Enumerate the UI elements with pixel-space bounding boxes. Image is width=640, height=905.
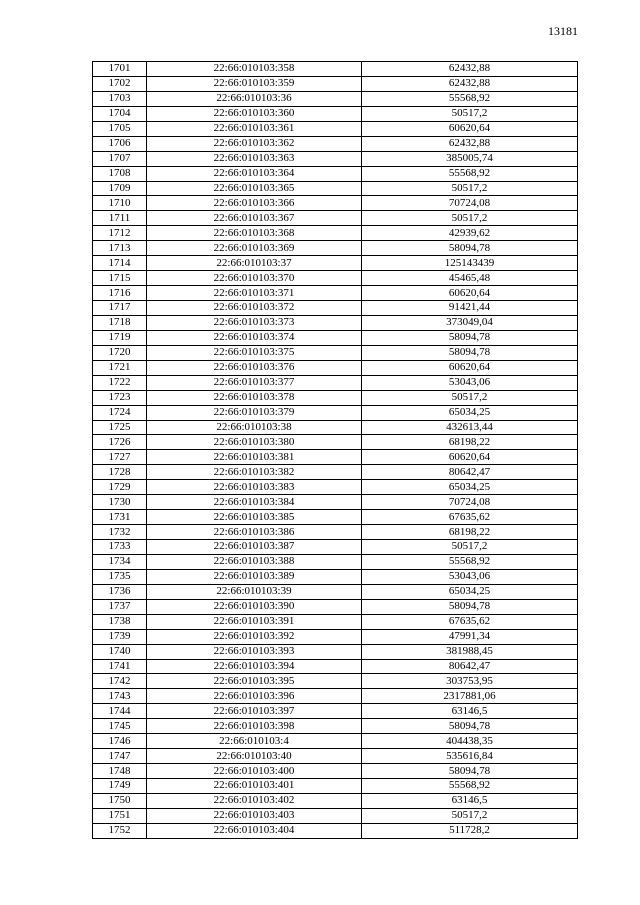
table-row bbox=[93, 629, 578, 644]
cadastral-number-cell: 22:66:010103:380 bbox=[147, 435, 362, 450]
table-row bbox=[93, 808, 578, 823]
cadastral-value-cell: 45465,48 bbox=[362, 271, 578, 286]
cadastral-value-cell: 58094,78 bbox=[362, 345, 578, 360]
cadastral-number-cell: 22:66:010103:366 bbox=[147, 196, 362, 211]
table-row bbox=[93, 465, 578, 480]
table-row bbox=[93, 764, 578, 779]
table-row bbox=[93, 151, 578, 166]
cadastral-number-cell: 22:66:010103:403 bbox=[147, 808, 362, 823]
row-number-cell: 1712 bbox=[93, 226, 147, 241]
cadastral-number-cell: 22:66:010103:372 bbox=[147, 301, 362, 316]
row-number-cell: 1747 bbox=[93, 749, 147, 764]
row-number-cell: 1716 bbox=[93, 286, 147, 301]
table-row bbox=[93, 689, 578, 704]
row-number-cell: 1722 bbox=[93, 375, 147, 390]
table-row bbox=[93, 779, 578, 794]
row-number-cell: 1724 bbox=[93, 405, 147, 420]
row-number-cell: 1710 bbox=[93, 196, 147, 211]
cadastral-number-cell: 22:66:010103:359 bbox=[147, 76, 362, 91]
table-row bbox=[93, 330, 578, 345]
row-number-cell: 1746 bbox=[93, 734, 147, 749]
cadastral-value-cell: 55568,92 bbox=[362, 91, 578, 106]
cadastral-number-cell: 22:66:010103:388 bbox=[147, 554, 362, 569]
cadastral-value-cell: 62432,88 bbox=[362, 136, 578, 151]
table-row bbox=[93, 181, 578, 196]
cadastral-number-cell: 22:66:010103:358 bbox=[147, 62, 362, 77]
row-number-cell: 1744 bbox=[93, 704, 147, 719]
table-row bbox=[93, 704, 578, 719]
row-number-cell: 1729 bbox=[93, 480, 147, 495]
table-row bbox=[93, 91, 578, 106]
table-row bbox=[93, 659, 578, 674]
cadastral-value-cell: 385005,74 bbox=[362, 151, 578, 166]
cadastral-value-cell: 70724,08 bbox=[362, 196, 578, 211]
row-number-cell: 1725 bbox=[93, 420, 147, 435]
cadastral-value-cell: 2317881,06 bbox=[362, 689, 578, 704]
row-number-cell: 1736 bbox=[93, 584, 147, 599]
row-number-cell: 1723 bbox=[93, 390, 147, 405]
table-row bbox=[93, 62, 578, 77]
row-number-cell: 1737 bbox=[93, 599, 147, 614]
row-number-cell: 1703 bbox=[93, 91, 147, 106]
cadastral-number-cell: 22:66:010103:389 bbox=[147, 569, 362, 584]
table-row bbox=[93, 256, 578, 271]
cadastral-number-cell: 22:66:010103:362 bbox=[147, 136, 362, 151]
table-row bbox=[93, 106, 578, 121]
cadastral-value-cell: 80642,47 bbox=[362, 659, 578, 674]
cadastral-number-cell: 22:66:010103:371 bbox=[147, 286, 362, 301]
cadastral-number-cell: 22:66:010103:370 bbox=[147, 271, 362, 286]
row-number-cell: 1745 bbox=[93, 719, 147, 734]
cadastral-value-cell: 381988,45 bbox=[362, 644, 578, 659]
table-row bbox=[93, 793, 578, 808]
table-row bbox=[93, 211, 578, 226]
row-number-cell: 1718 bbox=[93, 315, 147, 330]
row-number-cell: 1713 bbox=[93, 241, 147, 256]
cadastral-number-cell: 22:66:010103:363 bbox=[147, 151, 362, 166]
table-row bbox=[93, 166, 578, 181]
table-row bbox=[93, 435, 578, 450]
row-number-cell: 1701 bbox=[93, 62, 147, 77]
cadastral-number-cell: 22:66:010103:367 bbox=[147, 211, 362, 226]
table-row bbox=[93, 360, 578, 375]
table-row bbox=[93, 345, 578, 360]
row-number-cell: 1732 bbox=[93, 525, 147, 540]
row-number-cell: 1735 bbox=[93, 569, 147, 584]
cadastral-value-cell: 53043,06 bbox=[362, 375, 578, 390]
cadastral-value-cell: 63146,5 bbox=[362, 793, 578, 808]
table-row bbox=[93, 480, 578, 495]
cadastral-number-cell: 22:66:010103:375 bbox=[147, 345, 362, 360]
row-number-cell: 1720 bbox=[93, 345, 147, 360]
cadastral-value-cell: 68198,22 bbox=[362, 435, 578, 450]
cadastral-value-cell: 60620,64 bbox=[362, 450, 578, 465]
cadastral-number-cell: 22:66:010103:398 bbox=[147, 719, 362, 734]
row-number-cell: 1739 bbox=[93, 629, 147, 644]
page-number: 13181 bbox=[548, 24, 578, 38]
row-number-cell: 1714 bbox=[93, 256, 147, 271]
table-row bbox=[93, 614, 578, 629]
cadastral-value-cell: 404438,35 bbox=[362, 734, 578, 749]
cadastral-value-cell: 60620,64 bbox=[362, 360, 578, 375]
table-row bbox=[93, 525, 578, 540]
row-number-cell: 1708 bbox=[93, 166, 147, 181]
cadastral-number-cell: 22:66:010103:401 bbox=[147, 779, 362, 794]
row-number-cell: 1751 bbox=[93, 808, 147, 823]
cadastral-value-cell: 47991,34 bbox=[362, 629, 578, 644]
cadastral-number-cell: 22:66:010103:386 bbox=[147, 525, 362, 540]
cadastral-number-cell: 22:66:010103:40 bbox=[147, 749, 362, 764]
cadastral-value-cell: 50517,2 bbox=[362, 181, 578, 196]
table-row bbox=[93, 121, 578, 136]
cadastral-value-cell: 65034,25 bbox=[362, 584, 578, 599]
cadastral-value-cell: 80642,47 bbox=[362, 465, 578, 480]
row-number-cell: 1738 bbox=[93, 614, 147, 629]
table-row bbox=[93, 375, 578, 390]
cadastral-number-cell: 22:66:010103:400 bbox=[147, 764, 362, 779]
cadastral-number-cell: 22:66:010103:374 bbox=[147, 330, 362, 345]
cadastral-number-cell: 22:66:010103:368 bbox=[147, 226, 362, 241]
cadastral-value-cell: 58094,78 bbox=[362, 241, 578, 256]
cadastral-number-cell: 22:66:010103:38 bbox=[147, 420, 362, 435]
cadastral-value-cell: 55568,92 bbox=[362, 779, 578, 794]
row-number-cell: 1726 bbox=[93, 435, 147, 450]
cadastral-value-cell: 65034,25 bbox=[362, 480, 578, 495]
row-number-cell: 1721 bbox=[93, 360, 147, 375]
table-row bbox=[93, 554, 578, 569]
table-row bbox=[93, 644, 578, 659]
cadastral-number-cell: 22:66:010103:377 bbox=[147, 375, 362, 390]
cadastral-value-cell: 58094,78 bbox=[362, 330, 578, 345]
table-row bbox=[93, 674, 578, 689]
cadastral-value-table bbox=[92, 61, 578, 839]
cadastral-number-cell: 22:66:010103:36 bbox=[147, 91, 362, 106]
cadastral-number-cell: 22:66:010103:394 bbox=[147, 659, 362, 674]
cadastral-value-cell: 373049,04 bbox=[362, 315, 578, 330]
row-number-cell: 1752 bbox=[93, 823, 147, 838]
row-number-cell: 1742 bbox=[93, 674, 147, 689]
cadastral-number-cell: 22:66:010103:361 bbox=[147, 121, 362, 136]
row-number-cell: 1740 bbox=[93, 644, 147, 659]
cadastral-value-cell: 58094,78 bbox=[362, 719, 578, 734]
cadastral-number-cell: 22:66:010103:385 bbox=[147, 510, 362, 525]
table-row bbox=[93, 823, 578, 838]
cadastral-number-cell: 22:66:010103:39 bbox=[147, 584, 362, 599]
row-number-cell: 1730 bbox=[93, 495, 147, 510]
cadastral-value-cell: 50517,2 bbox=[362, 211, 578, 226]
cadastral-value-cell: 60620,64 bbox=[362, 121, 578, 136]
cadastral-number-cell: 22:66:010103:369 bbox=[147, 241, 362, 256]
cadastral-value-cell: 60620,64 bbox=[362, 286, 578, 301]
table-row bbox=[93, 390, 578, 405]
cadastral-number-cell: 22:66:010103:391 bbox=[147, 614, 362, 629]
row-number-cell: 1705 bbox=[93, 121, 147, 136]
cadastral-value-cell: 62432,88 bbox=[362, 76, 578, 91]
cadastral-number-cell: 22:66:010103:360 bbox=[147, 106, 362, 121]
row-number-cell: 1750 bbox=[93, 793, 147, 808]
row-number-cell: 1731 bbox=[93, 510, 147, 525]
table-row bbox=[93, 510, 578, 525]
row-number-cell: 1728 bbox=[93, 465, 147, 480]
cadastral-value-cell: 50517,2 bbox=[362, 390, 578, 405]
cadastral-number-cell: 22:66:010103:383 bbox=[147, 480, 362, 495]
cadastral-value-cell: 303753,95 bbox=[362, 674, 578, 689]
cadastral-value-cell: 58094,78 bbox=[362, 599, 578, 614]
cadastral-value-cell: 67635,62 bbox=[362, 614, 578, 629]
cadastral-value-cell: 50517,2 bbox=[362, 106, 578, 121]
cadastral-number-cell: 22:66:010103:37 bbox=[147, 256, 362, 271]
table-row bbox=[93, 734, 578, 749]
cadastral-number-cell: 22:66:010103:392 bbox=[147, 629, 362, 644]
cadastral-value-cell: 535616,84 bbox=[362, 749, 578, 764]
cadastral-number-cell: 22:66:010103:395 bbox=[147, 674, 362, 689]
table-row bbox=[93, 569, 578, 584]
cadastral-value-cell: 50517,2 bbox=[362, 540, 578, 555]
row-number-cell: 1707 bbox=[93, 151, 147, 166]
cadastral-number-cell: 22:66:010103:387 bbox=[147, 540, 362, 555]
cadastral-number-cell: 22:66:010103:376 bbox=[147, 360, 362, 375]
cadastral-number-cell: 22:66:010103:4 bbox=[147, 734, 362, 749]
cadastral-value-cell: 63146,5 bbox=[362, 704, 578, 719]
cadastral-value-cell: 65034,25 bbox=[362, 405, 578, 420]
cadastral-value-cell: 58094,78 bbox=[362, 764, 578, 779]
cadastral-value-cell: 50517,2 bbox=[362, 808, 578, 823]
cadastral-number-cell: 22:66:010103:397 bbox=[147, 704, 362, 719]
cadastral-value-cell: 55568,92 bbox=[362, 554, 578, 569]
table-row bbox=[93, 450, 578, 465]
row-number-cell: 1706 bbox=[93, 136, 147, 151]
cadastral-number-cell: 22:66:010103:381 bbox=[147, 450, 362, 465]
table-row bbox=[93, 315, 578, 330]
table-row bbox=[93, 301, 578, 316]
table-row bbox=[93, 286, 578, 301]
cadastral-value-cell: 55568,92 bbox=[362, 166, 578, 181]
cadastral-value-cell: 511728,2 bbox=[362, 823, 578, 838]
cadastral-number-cell: 22:66:010103:393 bbox=[147, 644, 362, 659]
cadastral-value-cell: 42939,62 bbox=[362, 226, 578, 241]
row-number-cell: 1733 bbox=[93, 540, 147, 555]
cadastral-value-cell: 432613,44 bbox=[362, 420, 578, 435]
cadastral-value-cell: 62432,88 bbox=[362, 62, 578, 77]
row-number-cell: 1711 bbox=[93, 211, 147, 226]
row-number-cell: 1702 bbox=[93, 76, 147, 91]
table-row bbox=[93, 226, 578, 241]
table-body bbox=[93, 62, 578, 839]
row-number-cell: 1743 bbox=[93, 689, 147, 704]
cadastral-number-cell: 22:66:010103:364 bbox=[147, 166, 362, 181]
cadastral-number-cell: 22:66:010103:382 bbox=[147, 465, 362, 480]
table-row bbox=[93, 136, 578, 151]
cadastral-value-cell: 91421,44 bbox=[362, 301, 578, 316]
cadastral-value-cell: 70724,08 bbox=[362, 495, 578, 510]
cadastral-value-cell: 125143439 bbox=[362, 256, 578, 271]
table-row bbox=[93, 405, 578, 420]
row-number-cell: 1727 bbox=[93, 450, 147, 465]
table-row bbox=[93, 584, 578, 599]
row-number-cell: 1704 bbox=[93, 106, 147, 121]
row-number-cell: 1719 bbox=[93, 330, 147, 345]
row-number-cell: 1748 bbox=[93, 764, 147, 779]
cadastral-number-cell: 22:66:010103:365 bbox=[147, 181, 362, 196]
table-row bbox=[93, 540, 578, 555]
table-row bbox=[93, 495, 578, 510]
row-number-cell: 1749 bbox=[93, 779, 147, 794]
table-row bbox=[93, 271, 578, 286]
cadastral-number-cell: 22:66:010103:390 bbox=[147, 599, 362, 614]
cadastral-number-cell: 22:66:010103:378 bbox=[147, 390, 362, 405]
row-number-cell: 1715 bbox=[93, 271, 147, 286]
row-number-cell: 1734 bbox=[93, 554, 147, 569]
cadastral-value-cell: 53043,06 bbox=[362, 569, 578, 584]
table-row bbox=[93, 719, 578, 734]
cadastral-number-cell: 22:66:010103:373 bbox=[147, 315, 362, 330]
row-number-cell: 1741 bbox=[93, 659, 147, 674]
cadastral-number-cell: 22:66:010103:384 bbox=[147, 495, 362, 510]
cadastral-number-cell: 22:66:010103:396 bbox=[147, 689, 362, 704]
cadastral-number-cell: 22:66:010103:402 bbox=[147, 793, 362, 808]
table-row bbox=[93, 76, 578, 91]
table-row bbox=[93, 420, 578, 435]
cadastral-value-cell: 68198,22 bbox=[362, 525, 578, 540]
table-row bbox=[93, 749, 578, 764]
cadastral-number-cell: 22:66:010103:404 bbox=[147, 823, 362, 838]
row-number-cell: 1709 bbox=[93, 181, 147, 196]
table-row bbox=[93, 241, 578, 256]
cadastral-number-cell: 22:66:010103:379 bbox=[147, 405, 362, 420]
cadastral-value-cell: 67635,62 bbox=[362, 510, 578, 525]
row-number-cell: 1717 bbox=[93, 301, 147, 316]
table-row bbox=[93, 599, 578, 614]
table-row bbox=[93, 196, 578, 211]
